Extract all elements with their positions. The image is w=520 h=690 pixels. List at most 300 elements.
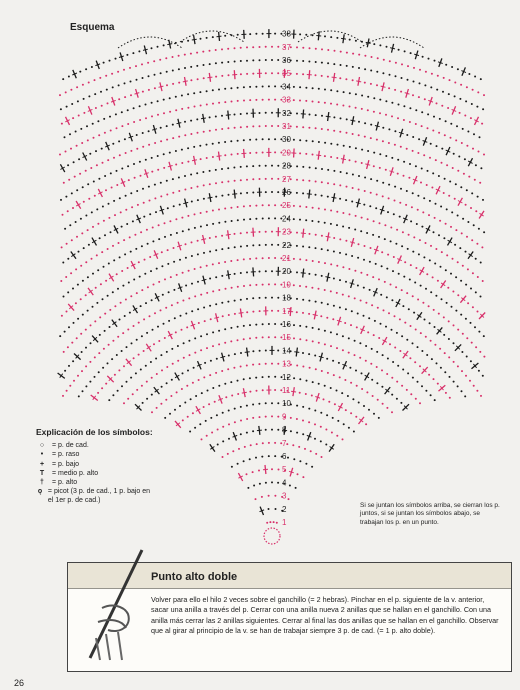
chain-dot xyxy=(271,310,273,312)
chain-dot xyxy=(125,195,127,197)
chain-dot xyxy=(268,257,270,259)
chain-dot xyxy=(243,258,245,260)
legend-item xyxy=(36,487,151,505)
chain-dot xyxy=(203,406,205,408)
chain-dot xyxy=(387,358,389,360)
chain-dot xyxy=(396,398,398,400)
chain-dot xyxy=(438,234,440,236)
chain-dot xyxy=(296,113,298,115)
chain-dot xyxy=(91,258,93,260)
chain-dot xyxy=(415,398,417,400)
chain-dot xyxy=(112,245,114,247)
chain-dot xyxy=(99,334,101,336)
chain-dot xyxy=(333,278,335,280)
chain-dot xyxy=(240,420,242,422)
chain-dot xyxy=(364,190,366,192)
chain-dot xyxy=(315,61,317,63)
stitch-crossbar xyxy=(192,160,197,161)
chain-dot xyxy=(202,51,204,53)
chain-dot xyxy=(224,342,226,344)
chain-dot xyxy=(117,71,119,73)
chain-dot xyxy=(461,232,463,234)
chain-dot xyxy=(76,145,78,147)
chain-dot xyxy=(118,369,120,371)
chain-dot xyxy=(449,376,451,378)
chain-dot xyxy=(276,522,278,524)
chain-dot xyxy=(262,376,264,378)
chain-dot xyxy=(457,261,459,263)
chain-dot xyxy=(327,49,329,51)
chain-dot xyxy=(398,273,400,275)
chain-dot xyxy=(430,245,432,247)
chain-dot xyxy=(378,236,380,238)
chain-dot xyxy=(109,60,111,62)
chain-dot xyxy=(176,232,178,234)
chain-dot xyxy=(415,267,417,269)
chain-dot xyxy=(429,322,431,324)
chain-dot xyxy=(305,326,307,328)
chain-dot xyxy=(274,257,276,259)
chain-dot xyxy=(187,161,189,163)
chain-dot xyxy=(299,33,301,35)
chain-dot xyxy=(265,72,267,74)
chain-dot xyxy=(445,392,447,394)
chain-dot xyxy=(136,134,138,136)
chain-dot xyxy=(302,433,304,435)
chain-dot xyxy=(382,182,384,184)
chain-dot xyxy=(345,409,347,411)
chain-dot xyxy=(209,63,211,65)
chain-dot xyxy=(434,326,436,328)
chain-dot xyxy=(82,280,84,282)
chain-dot xyxy=(409,163,411,165)
chain-dot xyxy=(252,430,254,432)
round-number: 13 xyxy=(282,359,291,369)
chain-dot xyxy=(210,417,212,419)
chain-dot xyxy=(430,291,432,293)
chain-dot xyxy=(342,349,344,351)
chain-dot xyxy=(448,195,450,197)
chain-dot xyxy=(399,216,401,218)
chain-dot xyxy=(231,287,233,289)
chain-dot xyxy=(359,342,361,344)
chain-dot xyxy=(122,332,124,334)
chain-dot xyxy=(72,117,74,119)
chain-dot xyxy=(197,186,199,188)
chain-dot xyxy=(296,179,298,181)
chain-dot xyxy=(114,374,116,376)
chain-dot xyxy=(309,367,311,369)
chain-dot xyxy=(133,163,135,165)
chain-dot xyxy=(101,148,103,150)
chain-dot xyxy=(206,265,208,267)
chain-dot xyxy=(312,327,314,329)
chain-dot xyxy=(237,153,239,155)
chain-dot xyxy=(221,235,223,237)
chain-dot xyxy=(200,212,202,214)
chain-dot xyxy=(475,164,477,166)
round-number: 15 xyxy=(282,333,291,343)
chain-dot xyxy=(378,337,380,339)
chain-dot xyxy=(110,130,112,132)
chain-dot xyxy=(181,108,183,110)
chain-dot xyxy=(422,302,424,304)
chain-dot xyxy=(68,179,70,181)
stitch-crossbar xyxy=(242,392,247,393)
chain-dot xyxy=(393,213,395,215)
chain-dot xyxy=(172,137,174,139)
chain-dot xyxy=(183,342,185,344)
chain-dot xyxy=(166,180,168,182)
chain-dot xyxy=(265,429,267,431)
chain-dot xyxy=(277,429,279,431)
chain-dot xyxy=(321,195,323,197)
chain-dot xyxy=(357,313,359,315)
chain-dot xyxy=(127,123,129,125)
chain-dot xyxy=(96,208,98,210)
round-number: 7 xyxy=(282,438,287,448)
chain-dot xyxy=(297,473,299,475)
chain-dot xyxy=(129,236,131,238)
chain-dot xyxy=(309,47,311,49)
chain-dot xyxy=(166,366,168,368)
chain-dot xyxy=(349,146,351,148)
chain-dot xyxy=(296,405,298,407)
chain-dot xyxy=(212,263,214,265)
chain-dot xyxy=(308,313,310,315)
chain-dot xyxy=(376,351,378,353)
chain-dot xyxy=(410,220,412,222)
chain-dot xyxy=(421,111,423,113)
chain-dot xyxy=(175,109,177,111)
chain-dot xyxy=(428,58,430,60)
chain-dot xyxy=(426,354,428,356)
stitch-crossbar xyxy=(201,118,206,119)
chain-dot xyxy=(364,136,366,138)
chain-dot xyxy=(457,170,459,172)
chain-dot xyxy=(394,315,396,317)
chain-dot xyxy=(234,408,236,410)
chain-dot xyxy=(103,266,105,268)
chain-dot xyxy=(314,410,316,412)
chain-dot xyxy=(296,298,298,300)
chain-dot xyxy=(189,354,191,356)
chain-dot xyxy=(134,177,136,179)
chain-dot xyxy=(243,86,245,88)
chain-dot xyxy=(70,89,72,91)
chain-dot xyxy=(268,217,270,219)
chain-dot xyxy=(221,302,223,304)
chain-dot xyxy=(326,414,328,416)
chain-dot xyxy=(103,220,105,222)
chain-dot xyxy=(104,330,106,332)
chain-dot xyxy=(172,124,174,126)
chain-dot xyxy=(339,131,341,133)
chain-dot xyxy=(209,50,211,52)
chain-dot xyxy=(271,415,273,417)
chain-dot xyxy=(116,127,118,129)
chain-dot xyxy=(212,143,214,145)
chain-dot xyxy=(481,123,483,125)
chain-dot xyxy=(240,366,242,368)
chain-dot xyxy=(243,219,245,221)
chain-dot xyxy=(393,256,395,258)
chain-dot xyxy=(397,117,399,119)
chain-dot xyxy=(115,58,117,60)
round-number: 8 xyxy=(282,425,287,435)
chain-dot xyxy=(296,126,298,128)
chain-dot xyxy=(419,402,421,404)
chain-dot xyxy=(249,205,251,207)
chain-dot xyxy=(265,402,267,404)
chain-dot xyxy=(480,262,482,264)
stitch-crossbar xyxy=(167,44,172,45)
chain-dot xyxy=(176,274,178,276)
chain-dot xyxy=(221,62,223,64)
chain-dot xyxy=(157,46,159,48)
chain-dot xyxy=(299,325,301,327)
chain-dot xyxy=(483,231,485,233)
chain-dot xyxy=(196,118,198,120)
chain-dot xyxy=(457,329,459,331)
chain-dot xyxy=(237,339,239,341)
chain-dot xyxy=(126,54,128,56)
chain-dot xyxy=(400,91,402,93)
stitch-crossbar xyxy=(207,77,212,78)
chain-dot xyxy=(212,36,214,38)
chain-dot xyxy=(112,340,114,342)
chain-dot xyxy=(102,298,104,300)
chain-dot xyxy=(361,388,363,390)
chain-dot xyxy=(352,133,354,135)
chain-dot xyxy=(173,289,175,291)
chain-dot xyxy=(404,50,406,52)
chain-dot xyxy=(363,405,365,407)
chain-dot xyxy=(151,47,153,49)
chain-dot xyxy=(157,100,159,102)
chain-dot xyxy=(200,335,202,337)
chain-dot xyxy=(95,150,97,152)
chain-dot xyxy=(262,336,264,338)
chain-dot xyxy=(212,345,214,347)
chain-dot xyxy=(262,33,264,35)
chain-dot xyxy=(246,60,248,62)
chain-dot xyxy=(417,152,419,154)
chain-dot xyxy=(75,221,77,223)
chain-dot xyxy=(388,184,390,186)
chain-dot xyxy=(361,95,363,97)
chain-dot xyxy=(274,442,276,444)
chain-dot xyxy=(141,289,143,291)
chain-dot xyxy=(108,217,110,219)
chain-dot xyxy=(246,73,248,75)
chain-dot xyxy=(421,385,423,387)
chain-dot xyxy=(246,365,248,367)
stitch-crossbar xyxy=(332,197,337,198)
chain-dot xyxy=(73,322,75,324)
chain-dot xyxy=(426,184,428,186)
chain-dot xyxy=(237,326,239,328)
chain-dot xyxy=(419,82,421,84)
chain-dot xyxy=(409,357,411,359)
chain-dot xyxy=(59,154,61,156)
chain-dot xyxy=(167,263,169,265)
chain-dot xyxy=(370,178,372,180)
chain-dot xyxy=(66,106,68,108)
chain-dot xyxy=(470,117,472,119)
chain-dot xyxy=(203,376,205,378)
chain-dot xyxy=(386,296,388,298)
chain-dot xyxy=(419,69,421,71)
round-number: 16 xyxy=(282,320,291,329)
chain-dot xyxy=(129,67,131,69)
chain-dot xyxy=(67,164,69,166)
chain-dot xyxy=(402,231,404,233)
chain-dot xyxy=(308,180,310,182)
chain-dot xyxy=(403,105,405,107)
chain-dot xyxy=(246,245,248,247)
chain-dot xyxy=(475,210,477,212)
chain-dot xyxy=(274,283,276,285)
chain-dot xyxy=(64,228,66,230)
chain-dot xyxy=(402,369,404,371)
chain-dot xyxy=(124,315,126,317)
chain-dot xyxy=(273,521,275,523)
chain-dot xyxy=(324,222,326,224)
chain-dot xyxy=(123,402,125,404)
chain-dot xyxy=(129,312,131,314)
chain-dot xyxy=(164,222,166,224)
chain-dot xyxy=(188,340,190,342)
chain-dot xyxy=(74,176,76,178)
chain-dot xyxy=(252,165,254,167)
chain-dot xyxy=(262,152,264,154)
chain-dot xyxy=(67,258,69,260)
chain-dot xyxy=(299,100,301,102)
chain-dot xyxy=(121,111,123,113)
chain-dot xyxy=(423,256,425,258)
chain-dot xyxy=(354,297,356,299)
chain-dot xyxy=(121,385,123,387)
chain-dot xyxy=(474,326,476,328)
chain-dot xyxy=(355,107,357,109)
chain-dot xyxy=(358,189,360,191)
chain-dot xyxy=(87,276,89,278)
chain-dot xyxy=(266,522,268,524)
chain-dot xyxy=(231,466,233,468)
chain-dot xyxy=(85,261,87,263)
chain-dot xyxy=(177,360,179,362)
chain-dot xyxy=(124,82,126,84)
chain-dot xyxy=(246,232,248,234)
chain-dot xyxy=(330,331,332,333)
chain-dot xyxy=(419,365,421,367)
chain-dot xyxy=(454,198,456,200)
chain-dot xyxy=(252,244,254,246)
chain-dot xyxy=(119,197,121,199)
chain-dot xyxy=(423,154,425,156)
chain-dot xyxy=(265,112,267,114)
chain-dot xyxy=(471,103,473,105)
chain-dot xyxy=(71,342,73,344)
chain-dot xyxy=(76,189,78,191)
round-number: 36 xyxy=(282,56,291,65)
chain-dot xyxy=(457,385,459,387)
chain-dot xyxy=(163,153,165,155)
chain-dot xyxy=(422,211,424,213)
chain-dot xyxy=(66,390,68,392)
chain-dot xyxy=(173,205,175,207)
chain-dot xyxy=(296,192,298,194)
stitch-crossbar xyxy=(319,356,324,357)
chain-dot xyxy=(326,358,328,360)
chain-dot xyxy=(460,84,462,86)
chain-dot xyxy=(299,338,301,340)
chain-dot xyxy=(340,51,342,53)
chain-dot xyxy=(457,215,459,217)
chain-dot xyxy=(386,407,388,409)
chain-dot xyxy=(388,87,390,89)
chain-dot xyxy=(109,326,111,328)
chain-dot xyxy=(147,243,149,245)
chain-dot xyxy=(234,300,236,302)
chain-dot xyxy=(171,348,173,350)
chain-dot xyxy=(151,377,153,379)
symbol-legend xyxy=(36,428,153,505)
chain-dot xyxy=(473,224,475,226)
chain-dot xyxy=(215,303,217,305)
chain-dot xyxy=(472,148,474,150)
chain-dot xyxy=(163,112,165,114)
chain-dot xyxy=(403,276,405,278)
chain-dot xyxy=(62,78,64,80)
chain-dot xyxy=(459,112,461,114)
legend-text: = medio p. alto xyxy=(52,469,99,477)
chain-dot xyxy=(314,355,316,357)
chain-dot xyxy=(305,393,307,395)
legend-item xyxy=(36,450,153,459)
chain-dot xyxy=(274,389,276,391)
chain-dot xyxy=(234,114,236,116)
chain-dot xyxy=(311,220,313,222)
chain-dot xyxy=(72,360,74,362)
chain-dot xyxy=(348,337,350,339)
chain-dot xyxy=(123,239,125,241)
chain-dot xyxy=(361,217,363,219)
chain-dot xyxy=(456,125,458,127)
chain-dot xyxy=(373,111,375,113)
chain-dot xyxy=(99,237,101,239)
stitch-crossbar xyxy=(159,86,164,87)
chain-dot xyxy=(377,57,379,59)
chain-dot xyxy=(311,466,313,468)
chain-dot xyxy=(71,192,73,194)
chain-dot xyxy=(255,257,257,259)
chain-dot xyxy=(342,212,344,214)
chain-dot xyxy=(139,276,141,278)
chain-dot xyxy=(394,130,396,132)
box-title: Punto alto doble xyxy=(151,571,238,583)
chain-dot xyxy=(152,240,154,242)
chain-dot xyxy=(73,161,75,163)
chain-dot xyxy=(347,395,349,397)
chain-dot xyxy=(108,203,110,205)
chain-dot xyxy=(98,352,100,354)
chain-dot xyxy=(333,374,335,376)
chain-dot xyxy=(364,82,366,84)
chain-dot xyxy=(388,197,390,199)
chain-dot xyxy=(324,35,326,37)
